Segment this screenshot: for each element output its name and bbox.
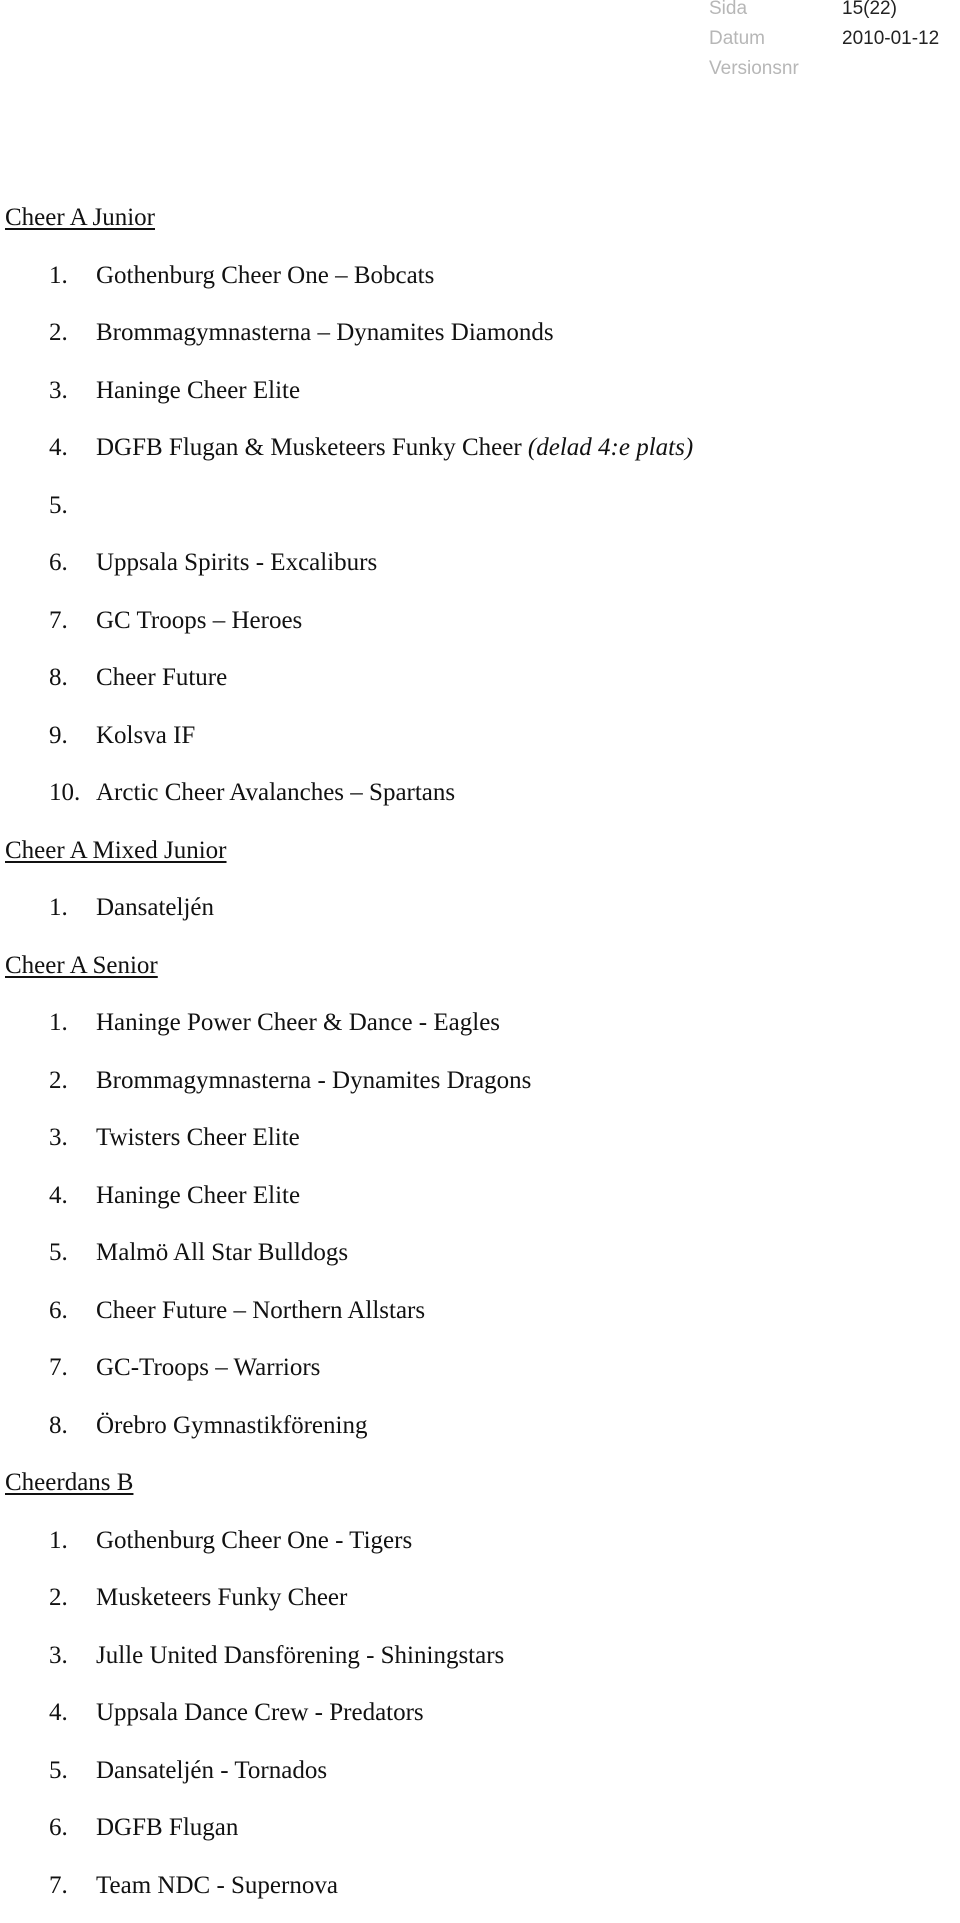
list-item-number: 7. (49, 1866, 96, 1906)
section-heading: Cheer A Mixed Junior (5, 831, 945, 889)
list-item (5, 1808, 945, 1866)
list-item-team: Brommagymnasterna - Dynamites Dragons (96, 1067, 531, 1094)
list-item (5, 1636, 945, 1694)
page-value: 15(22) (842, 0, 897, 18)
version-label: Versionsnr (709, 60, 799, 78)
list-item-team: Gothenburg Cheer One – Bobcats (96, 262, 434, 289)
list-item-number: 2. (49, 1578, 96, 1618)
list-item-number: 5. (49, 486, 96, 526)
list-item-number: 7. (49, 1348, 96, 1388)
list-item (5, 1578, 945, 1636)
list-item (5, 716, 945, 774)
meta-row-page (709, 0, 960, 30)
list-item-number: 1. (49, 888, 96, 928)
results-content (5, 198, 945, 1923)
list-item (5, 1176, 945, 1234)
list-item (5, 1406, 945, 1464)
list-item-number: 8. (49, 658, 96, 698)
list-item-team: Twisters Cheer Elite (96, 1124, 300, 1151)
list-item-number: 1. (49, 1003, 96, 1043)
list-item-team: Cheer Future (96, 664, 227, 691)
list-item-team: Uppsala Spirits - Excaliburs (96, 549, 377, 576)
page-label: Sida (709, 0, 747, 18)
list-item-team: Örebro Gymnastikförening (96, 1412, 367, 1439)
list-item-number: 6. (49, 543, 96, 583)
list-item (5, 1751, 945, 1809)
list-item-team: DGFB Flugan & Musketeers Funky Cheer (96, 434, 528, 461)
list-item-team: Team NDC - Supernova (96, 1872, 338, 1899)
list-item-team: Julle United Dansförening - Shiningstars (96, 1642, 504, 1669)
list-item-team: GC-Troops – Warriors (96, 1354, 320, 1381)
list-item-number: 4. (49, 428, 96, 468)
list-item-number: 4. (49, 1176, 96, 1216)
list-item-team: Malmö All Star Bulldogs (96, 1239, 348, 1266)
list-item-number: 9. (49, 716, 96, 756)
list-item-team: Gothenburg Cheer One - Tigers (96, 1527, 412, 1554)
list-item (5, 888, 945, 946)
list-item (5, 371, 945, 429)
list-item-team: Haninge Cheer Elite (96, 377, 300, 404)
list-item (5, 773, 945, 831)
list-item (5, 1866, 945, 1923)
list-item-number: 10. (49, 773, 96, 813)
list-item-team: GC Troops – Heroes (96, 607, 302, 634)
list-item (5, 313, 945, 371)
date-value: 2010-01-12 (842, 30, 939, 48)
section-heading: Cheer A Junior (5, 198, 945, 256)
list-item-team: DGFB Flugan (96, 1814, 238, 1841)
list-item (5, 1521, 945, 1579)
list-item (5, 256, 945, 314)
section-heading: Cheerdans B (5, 1463, 945, 1521)
list-item-team: Kolsva IF (96, 722, 195, 749)
list-item-team: Dansateljén - Tornados (96, 1757, 327, 1784)
list-item (5, 1061, 945, 1119)
list-item-note: (delad 4:e plats) (528, 434, 693, 461)
section-heading: Cheer A Senior (5, 946, 945, 1004)
list-item-team: Dansateljén (96, 894, 214, 921)
list-item-team: Brommagymnasterna – Dynamites Diamonds (96, 319, 554, 346)
list-item-team: Cheer Future – Northern Allstars (96, 1297, 425, 1324)
list-item-team: Musketeers Funky Cheer (96, 1584, 347, 1611)
list-item (5, 1693, 945, 1751)
list-item-number: 2. (49, 313, 96, 353)
document-meta (709, 0, 960, 90)
list-item (5, 658, 945, 716)
list-item-team: Uppsala Dance Crew - Predators (96, 1699, 424, 1726)
list-item-number: 6. (49, 1808, 96, 1848)
list-item-team: Arctic Cheer Avalanches – Spartans (96, 779, 455, 806)
list-item-number: 2. (49, 1061, 96, 1101)
list-item (5, 1233, 945, 1291)
meta-row-date (709, 30, 960, 60)
list-item-number: 8. (49, 1406, 96, 1446)
list-item (5, 543, 945, 601)
list-item (5, 1291, 945, 1349)
list-item-team: Haninge Power Cheer & Dance - Eagles (96, 1009, 500, 1036)
list-item-number: 6. (49, 1291, 96, 1331)
list-item-number: 1. (49, 1521, 96, 1561)
date-label: Datum (709, 30, 765, 48)
list-item-number: 5. (49, 1233, 96, 1273)
meta-row-version (709, 60, 960, 90)
list-item (5, 1003, 945, 1061)
list-item-number: 4. (49, 1693, 96, 1733)
list-item-number: 5. (49, 1751, 96, 1791)
list-item-number: 3. (49, 1118, 96, 1158)
list-item (5, 486, 945, 544)
list-item-number: 1. (49, 256, 96, 296)
list-item-team: Haninge Cheer Elite (96, 1182, 300, 1209)
list-item-number: 3. (49, 371, 96, 411)
list-item-number: 7. (49, 601, 96, 641)
list-item (5, 1348, 945, 1406)
list-item (5, 601, 945, 659)
list-item-number: 3. (49, 1636, 96, 1676)
list-item (5, 428, 945, 486)
list-item (5, 1118, 945, 1176)
